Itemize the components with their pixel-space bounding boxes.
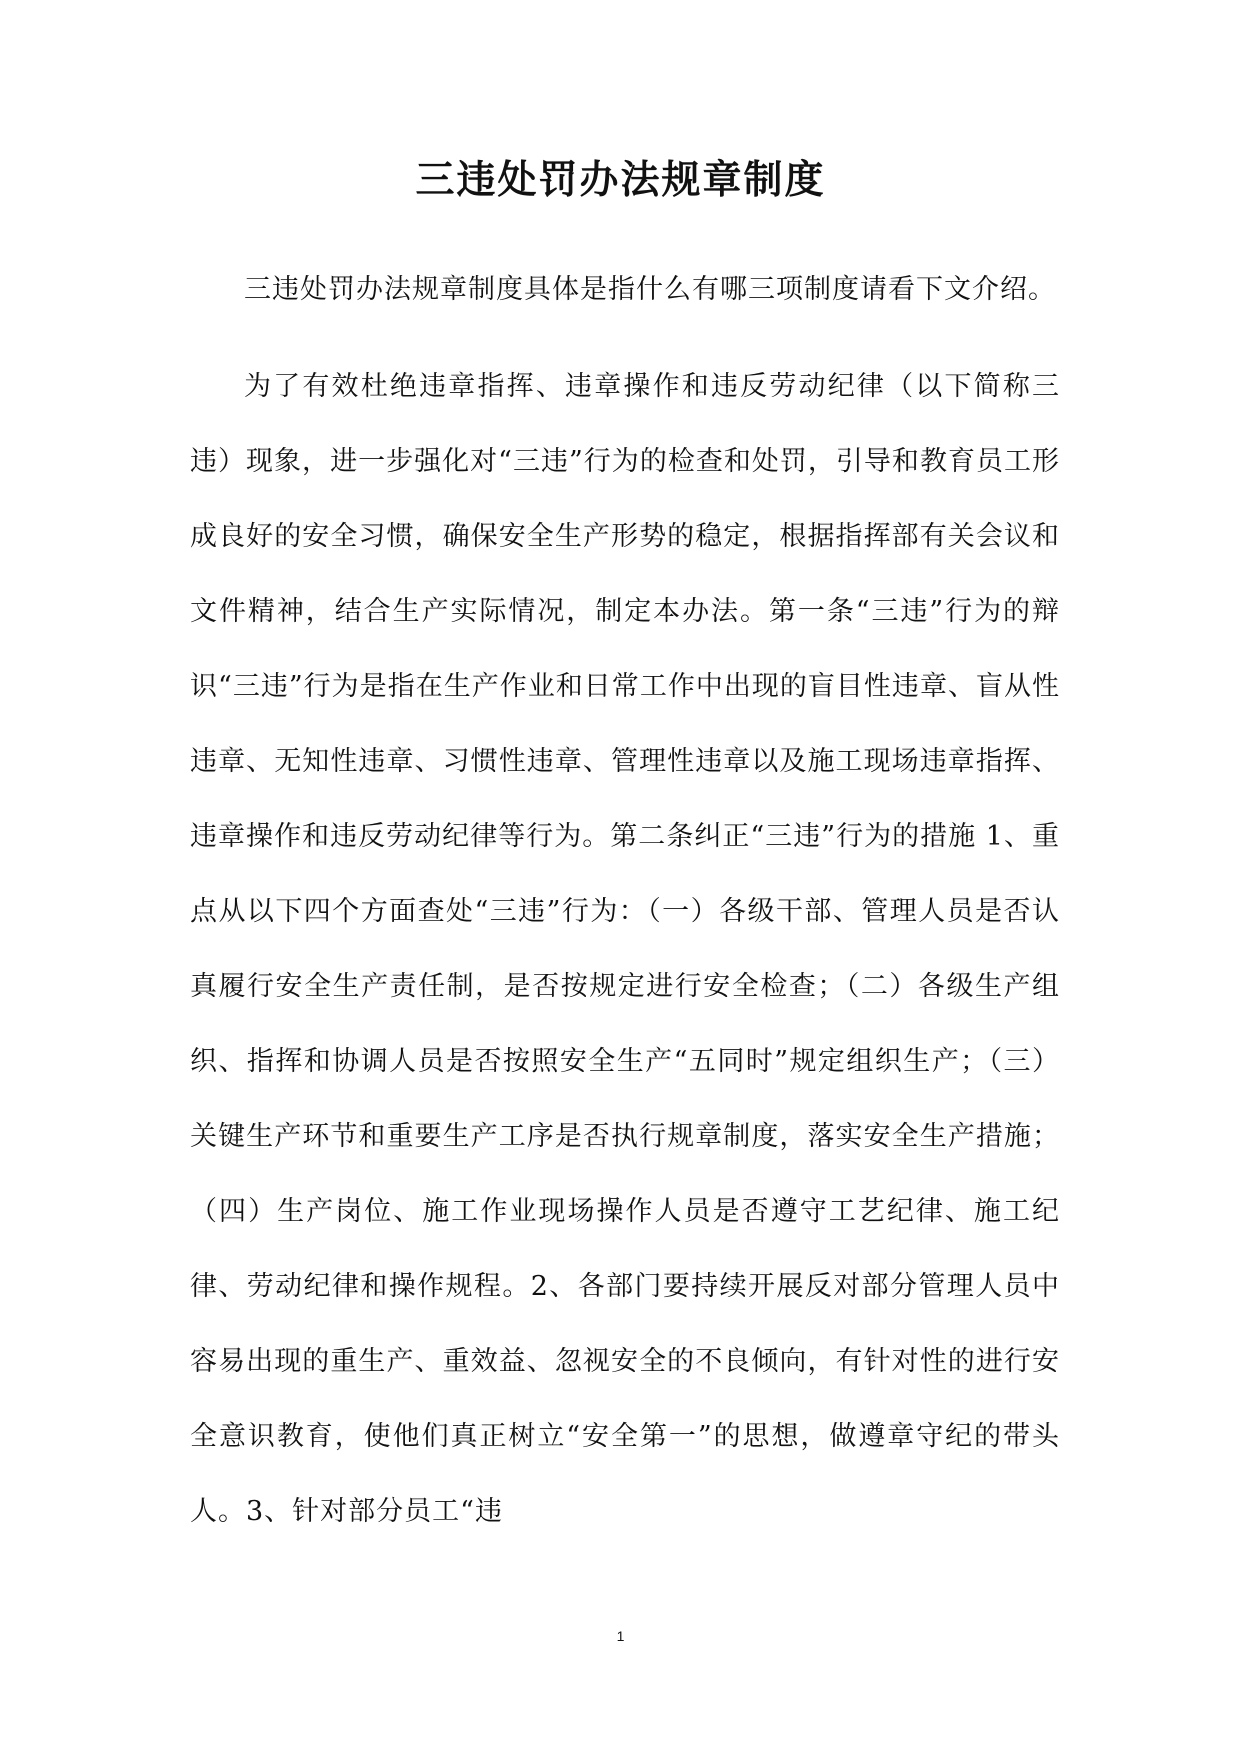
document-title: 三违处罚办法规章制度	[415, 157, 826, 203]
intro-paragraph: 三违处罚办法规章制度具体是指什么有哪三项制度请看下文介绍。	[244, 274, 1056, 305]
document-body	[190, 252, 1060, 1571]
page-number: 1	[616, 1628, 625, 1644]
main-paragraph: 为了有效杜绝违章指挥、违章操作和违反劳动纪律（以下简称三违）现象，进一步强化对“三违”行为的检查和处罚，引导和教育员工形成良好的安全习惯，确保安全生产形势的稳定，根据指挥部有关会议和文件精神，结合生产实际情况，制定本办法。第一条“三违”行为的辩识“三违”行为是指在生产作业和日常工作中出现的盲目性违章、盲从性违章、无知性违章、习惯性违章、管理性违章以及施工现场违章指挥、违章操作和违反劳动纪律等行为。第二条纠正“三违”行为的措施 1、重点从以下四个方面查处“三违”行为：（一）各级干部、管理人员是否认真履行安全生产责任制，是否按规定进行安全检查；（二）各级生产组织、指挥和协调人员是否按照安全生产“五同时”规定组织生产；（三）关键生产环节和重要生产工序是否执行规章制度，落实安全生产措施；（四）生产岗位、施工作业现场操作人员是否遵守工艺纪律、施工纪律、劳动纪律和操作规程。2、各部门要持续开展反对部分管理人员中容易出现的重生产、重效益、忽视安全的不良倾向，有针对性的进行安全意识教育，使他们真正树立“安全第一”的思想，做遵章守纪的带头人。3、针对部分员工“违	[190, 371, 1060, 1527]
